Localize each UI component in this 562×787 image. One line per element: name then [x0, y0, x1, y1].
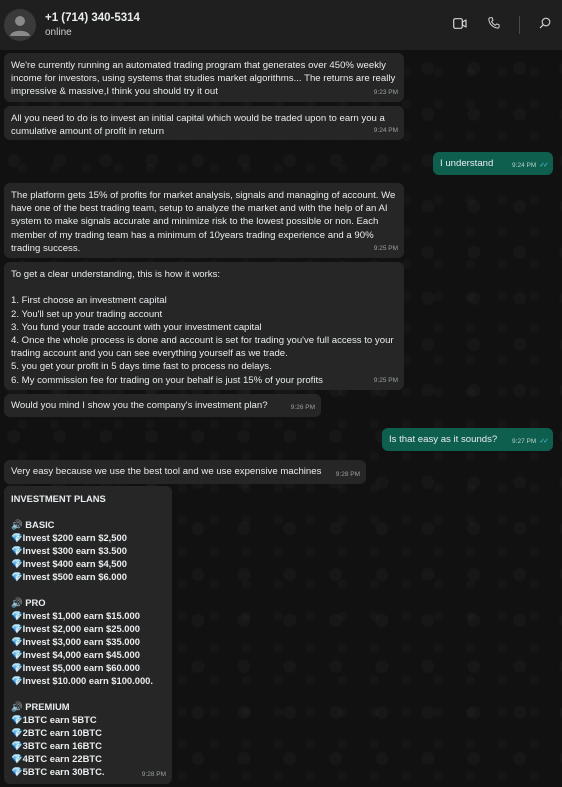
- message-text: We're currently running an automated trading program that generates over 450% weekly income for investors, using systems that studies market algorithms... The returns are really impressive & massive,I think you should try it out: [11, 60, 398, 98]
- message-time: 9:24 PM: [373, 126, 398, 134]
- message-time: 9:27 PM: [512, 437, 537, 445]
- message-incoming[interactable]: [4, 106, 404, 140]
- message-text: Very easy because we use the best tool and we use expensive machines: [11, 466, 322, 477]
- search-button[interactable]: [528, 0, 562, 50]
- message-incoming[interactable]: [4, 394, 321, 417]
- message-text: Is that easy as it sounds?: [389, 434, 498, 445]
- chat-header: [0, 0, 562, 50]
- message-time: 9:28 PM: [335, 470, 360, 478]
- message-text: To get a clear understanding, this is how it works: 1. First choose an investment capital 2. You'll set up your trading account 3. You fund your trade account with your investment capital 4. Once the whole process is done and account is set for trading you've full access to your trading account and you can see everything yourself as we trade. 5. you get your profit in 5 days time fast to process no delays. 6. My commission fee for trading on your behalf is just 15% of your profits: [11, 269, 394, 386]
- message-outgoing[interactable]: [382, 428, 553, 451]
- message-incoming[interactable]: [4, 262, 404, 390]
- header-actions: [443, 0, 562, 50]
- message-time: 9:25 PM: [373, 244, 398, 252]
- message-time: 9:28 PM: [141, 770, 166, 778]
- message-time: 9:25 PM: [373, 376, 398, 384]
- message-outgoing[interactable]: [433, 152, 553, 175]
- message-incoming[interactable]: [4, 183, 404, 258]
- message-list[interactable]: [0, 50, 562, 787]
- video-camera-icon: [453, 16, 467, 34]
- message-incoming[interactable]: [4, 53, 404, 102]
- message-text: I understand: [440, 158, 494, 169]
- message-incoming[interactable]: [4, 460, 366, 484]
- message-incoming[interactable]: [4, 486, 172, 784]
- message-text: The platform gets 15% of profits for market analysis, signals and managing of account. We have one of the best trading team, setup to analyze the market and with the help of an AI system to make signals accurate and minimize risk to the lowest possible or non. Each member of my trading team has a minimum of 10years trading experience and a 90% trading success.: [11, 190, 398, 254]
- header-divider: [519, 16, 520, 34]
- message-text: INVESTMENT PLANS 🔊 BASIC 💎Invest $200 earn $2,500 💎Invest $300 earn $3.500 💎Invest $400 earn $4,500 💎Invest $500 earn $6.000 🔊 PRO 💎Invest $1,000 earn $15.000 💎Invest $2,000 earn $25.000 💎Invest $3,000 earn $35.000 💎Invest $4,000 earn $45.000 💎Invest $5,000 earn $60.000 💎Invest $10.000 earn $100.000. 🔊 PREMIUM 💎1BTC earn 5BTC 💎2BTC earn 10BTC 💎3BTC earn 16BTC 💎4BTC earn 22BTC 💎5BTC earn 30BTC.: [11, 493, 153, 777]
- contact-info[interactable]: [45, 11, 140, 40]
- read-ticks-icon: ✓✓: [539, 437, 547, 445]
- contact-name: +1 (714) 340-5314: [45, 11, 140, 24]
- message-time: 9:24 PM: [512, 161, 537, 169]
- message-time: 9:26 PM: [290, 403, 315, 411]
- voice-call-button[interactable]: [477, 0, 511, 50]
- message-text: Would you mind I show you the company's investment plan?: [11, 400, 268, 411]
- search-icon: [539, 16, 551, 34]
- message-time: 9:23 PM: [373, 88, 398, 96]
- video-call-button[interactable]: [443, 0, 477, 50]
- message-text: All you need to do is to invest an initial capital which would be traded upon to earn you a cumulative amount of profit in return: [11, 113, 388, 138]
- phone-icon: [488, 16, 500, 34]
- contact-avatar[interactable]: [4, 9, 36, 41]
- contact-status: online: [45, 26, 72, 38]
- read-ticks-icon: ✓✓: [539, 161, 547, 169]
